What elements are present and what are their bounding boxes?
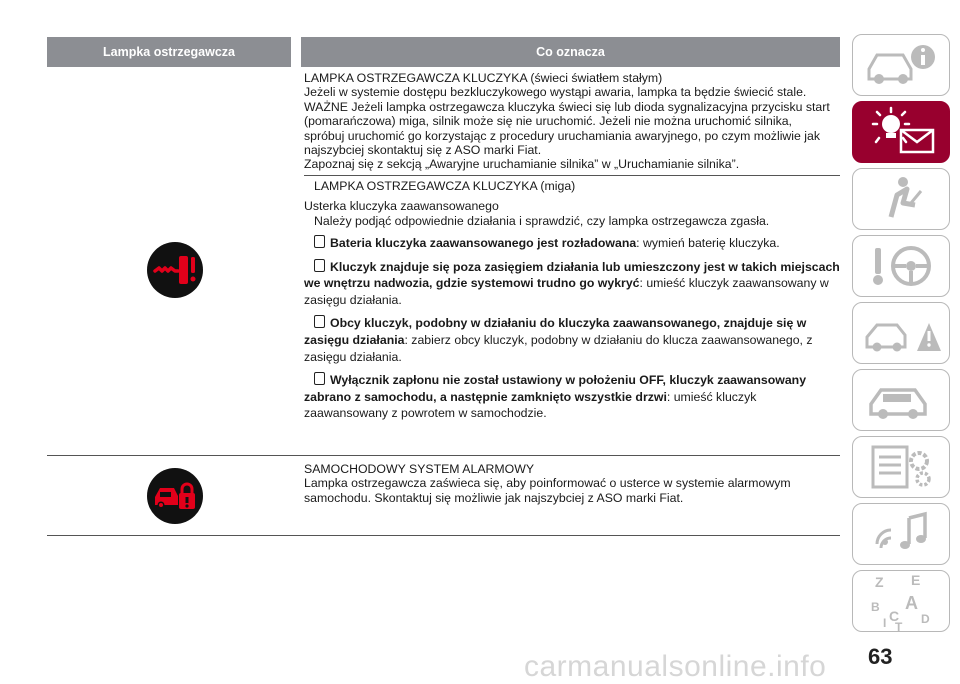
warning-lights-table <box>47 37 840 536</box>
tab-technical-data[interactable] <box>852 436 950 498</box>
row2-description <box>303 456 840 535</box>
tab-index[interactable] <box>852 570 950 632</box>
table-row <box>47 67 840 456</box>
vehicle-alarm-icon <box>147 468 203 524</box>
car-service-icon <box>861 374 941 426</box>
sub-title: LAMPKA OSTRZEGAWCZA KLUCZYKA (miga) <box>314 178 576 193</box>
tab-starting-driving[interactable] <box>852 235 950 297</box>
car-info-icon <box>861 39 941 91</box>
checkbox-bullet-icon <box>314 235 325 248</box>
table-header <box>47 37 840 67</box>
row1-line-4: (pomarańczowa) miga, silnik może się nie uruchomić. Jeżeli nie można uruchomić silnika, <box>304 114 792 129</box>
row1-line-7: Zapoznaj się z sekcją „Awaryjne uruchamianie silnika” w „Uruchamianie silnika”. <box>304 157 740 172</box>
tab-car-info[interactable] <box>852 34 950 96</box>
svg-text:B: B <box>871 600 880 614</box>
row2-title: SAMOCHODOWY SYSTEM ALARMOWY <box>304 462 535 476</box>
row1-subsection <box>304 175 840 422</box>
car-accident-icon <box>861 307 941 359</box>
row1-description <box>303 67 840 455</box>
row1-line-3: WAŻNE Jeżeli lampka ostrzegawcza kluczyka świeci się lub dioda sygnalizacyjna przycisku start <box>304 99 830 114</box>
steering-wheel-icon <box>861 240 941 292</box>
checkbox-bullet-icon <box>314 372 325 385</box>
row2-line-1: Lampka ostrzegawcza zaświeca się, aby poinformować o usterce w systemie alarmowym <box>304 476 791 491</box>
svg-text:T: T <box>895 620 903 631</box>
bullet-item: Obcy kluczyk, podobny w działaniu do kluczyka zaawansowanego, znajduje się w zasięgu działania: zabierz obcy kluczyk, podobny w działaniu do klucza zaawansowanego, z zasięgu działania. <box>304 316 813 364</box>
bullet-item: Bateria kluczyka zaawansowanego jest rozładowana: wymień baterię kluczyka. <box>304 235 840 252</box>
bullet-item: Wyłącznik zapłonu nie został ustawiony w położeniu OFF, kluczyk zaawansowany zabrano z samochodu, a następnie zamknięto wszystkie drzwi: umieść kluczyk zaawansowany z powrotem w samochodzie. <box>304 373 807 421</box>
tab-service[interactable] <box>852 369 950 431</box>
checkbox-bullet-icon <box>314 315 325 328</box>
sub-line-2: Należy podjąć odpowiednie działania i sprawdzić, czy lampka ostrzegawcza zgasła. <box>314 213 770 228</box>
svg-text:Z: Z <box>875 574 884 590</box>
row2-icon-cell <box>47 456 303 535</box>
svg-text:E: E <box>911 572 921 588</box>
header-col-meaning: Co oznacza <box>536 45 605 59</box>
header-col-warning-light: Lampka ostrzegawcza <box>47 37 301 67</box>
svg-text:C: C <box>889 608 900 624</box>
svg-text:D: D <box>921 612 930 626</box>
key-warning-icon <box>147 242 203 298</box>
index-letters-icon <box>861 571 941 631</box>
row2-line-2: samochodu. Skontaktuj się możliwie jak najszybciej z ASO marki Fiat. <box>304 490 684 505</box>
row1-line-1: LAMPKA OSTRZEGAWCZA KLUCZYKA (świeci światłem stałym) <box>304 71 663 85</box>
chapter-tabs <box>852 34 950 637</box>
page-number: 63 <box>868 644 893 669</box>
row1-line-6: najszybciej skontaktuj się z ASO marki Fiat. <box>304 143 542 158</box>
row1-line-5: spróbuj uruchomić go korzystając z procedury uruchamiania awaryjnego, po czym możliwie jak <box>304 128 821 143</box>
tab-warning-lights[interactable] <box>852 101 950 163</box>
svg-text:I: I <box>883 616 887 630</box>
multimedia-icon <box>861 508 941 560</box>
tab-safety[interactable] <box>852 168 950 230</box>
checkbox-bullet-icon <box>314 259 325 272</box>
warning-lights-icon <box>861 106 941 158</box>
tab-multimedia[interactable] <box>852 503 950 565</box>
row1-icon-cell <box>47 67 303 455</box>
tab-emergency[interactable] <box>852 302 950 364</box>
svg-text:A: A <box>905 593 918 613</box>
specs-settings-icon <box>861 441 941 493</box>
row1-line-2: Jeżeli w systemie dostępu bezkluczykowego wystąpi awaria, lampka ta będzie świecić stale. <box>304 85 807 100</box>
watermark: carmanualsonline.info <box>524 650 827 683</box>
table-row <box>47 456 840 536</box>
bullet-item: Kluczyk znajduje się poza zasięgiem działania lub umieszczony jest w takich miejscach we wnętrzu nadwozia, gdzie systemowi trudno go wykryć: umieść kluczyk zaawansowany w zasięgu działania. <box>304 259 840 307</box>
sub-line-1: Usterka kluczyka zaawansowanego <box>304 199 499 214</box>
airbag-seat-icon <box>861 173 941 225</box>
